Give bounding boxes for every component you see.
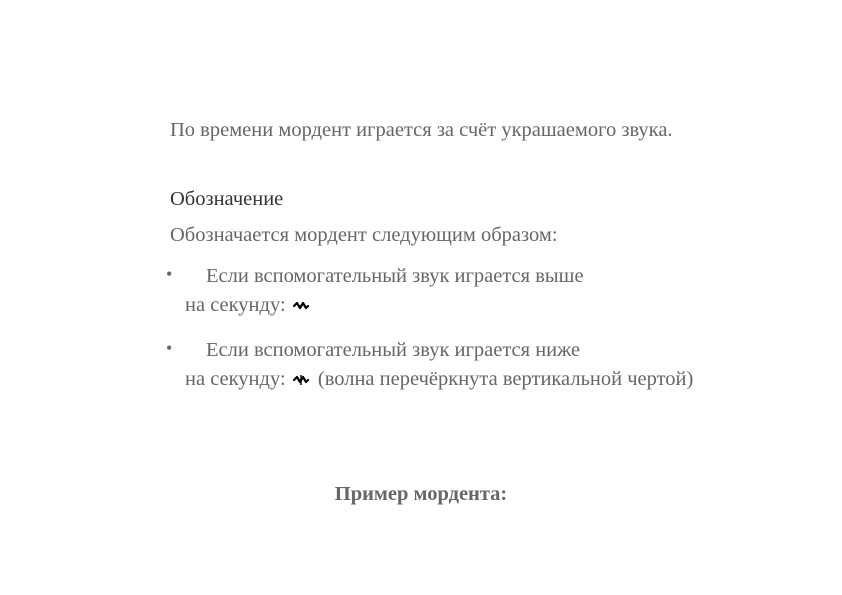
bullet-icon: • [166, 338, 173, 358]
list-item-line2-prefix: на секунду: [185, 294, 286, 316]
intro-paragraph: По времени мордент играется за счёт украшаемого звука. [170, 119, 673, 141]
section-heading: Обозначение [170, 188, 284, 210]
list-item-suffix: (волна перечёркнута вертикальной чертой) [317, 368, 694, 390]
example-heading: Пример мордента: [334, 483, 508, 505]
list-item-line1: Если вспомогательный звук играется ниже [206, 339, 581, 361]
list-item [185, 336, 705, 394]
mordent-lower-icon [293, 375, 309, 385]
mordent-upper-icon [293, 301, 309, 311]
list-item-line1: Если вспомогательный звук играется выше [206, 265, 584, 287]
bullet-icon: • [166, 264, 173, 284]
list-item-line2-prefix: на секунду: [185, 368, 286, 390]
notation-intro-paragraph: Обозначается мордент следующим образом: [170, 224, 558, 246]
list-item [185, 262, 705, 320]
